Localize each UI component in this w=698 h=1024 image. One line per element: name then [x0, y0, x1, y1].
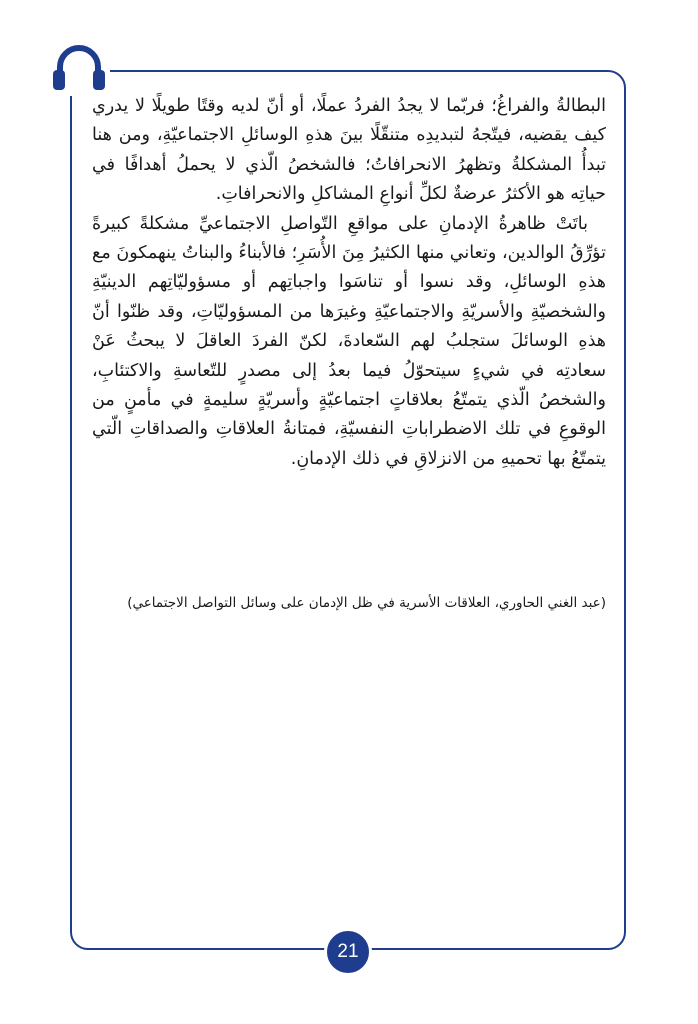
body-text [92, 92, 606, 474]
citation: (عبد الغني الحاوري، العلاقات الأسرية في ظل الإدمان على وسائل التواصل الاجتماعي) [127, 595, 606, 611]
page-number-badge: 21 [324, 928, 372, 976]
headphones-icon [48, 40, 110, 96]
paragraph-1: البطالةُ والفراغُ؛ فربّما لا يجدُ الفردُ عملًا، أو أنّ لديه وقتًا طويلًا لا يدري كيف يقضيه، فيتّجهُ لتبديدِه متنقّلًا بينَ هذهِ الوسائلِ الاجتماعيّةِ، ومن هنا تبدأُ المشكلةُ وتظهرُ الانحرافاتُ؛ فالشخصُ الّذي لا يحملُ أهدافًا في حياتِه هو الأكثرُ عرضةٌ لكلِّ أنواعِ المشاكلِ والانحرافاتِ. [92, 96, 606, 205]
paragraph-2: باتَتْ ظاهرةُ الإدمانِ على مواقعِ التّواصلِ الاجتماعيِّ مشكلةً كبيرةً تؤرِّقُ الوالدين، وتعاني منها الكثيرُ مِنَ الأُسَرِ؛ فالأبناءُ والبناتُ ينهمكونَ مع هذهِ الوسائلِ، وقد نسوا أو تناسَوا واجباتِهم أو مسؤوليّاتِهم الدينيّةِ والشخصيّةِ والأسريّةِ والاجتماعيّةِ وغيرَها من المسؤوليّاتِ، وقد ظنّوا أنّ هذهِ الوسائلَ ستجلبُ لهم السّعادةَ، لكنّ الفردَ العاقلَ لا يبحثُ عَنْ سعادتِه في شيءٍ سيتحوّلُ فيما بعدُ إلى مصدرٍ للتّعاسةِ والاكتئابِ، والشخصُ الّذي يتمتّعُ بعلاقاتٍ اجتماعيّةٍ وأسريّةٍ سليمةٍ في مأمنٍ من الوقوعِ في تلك الاضطراباتِ النفسيّةِ، فمتانةُ العلاقاتِ والصداقاتِ الّتي يتمتّعُ بها تحميهِ من الانزلاقِ في ذلك الإدمانِ. [92, 213, 606, 469]
